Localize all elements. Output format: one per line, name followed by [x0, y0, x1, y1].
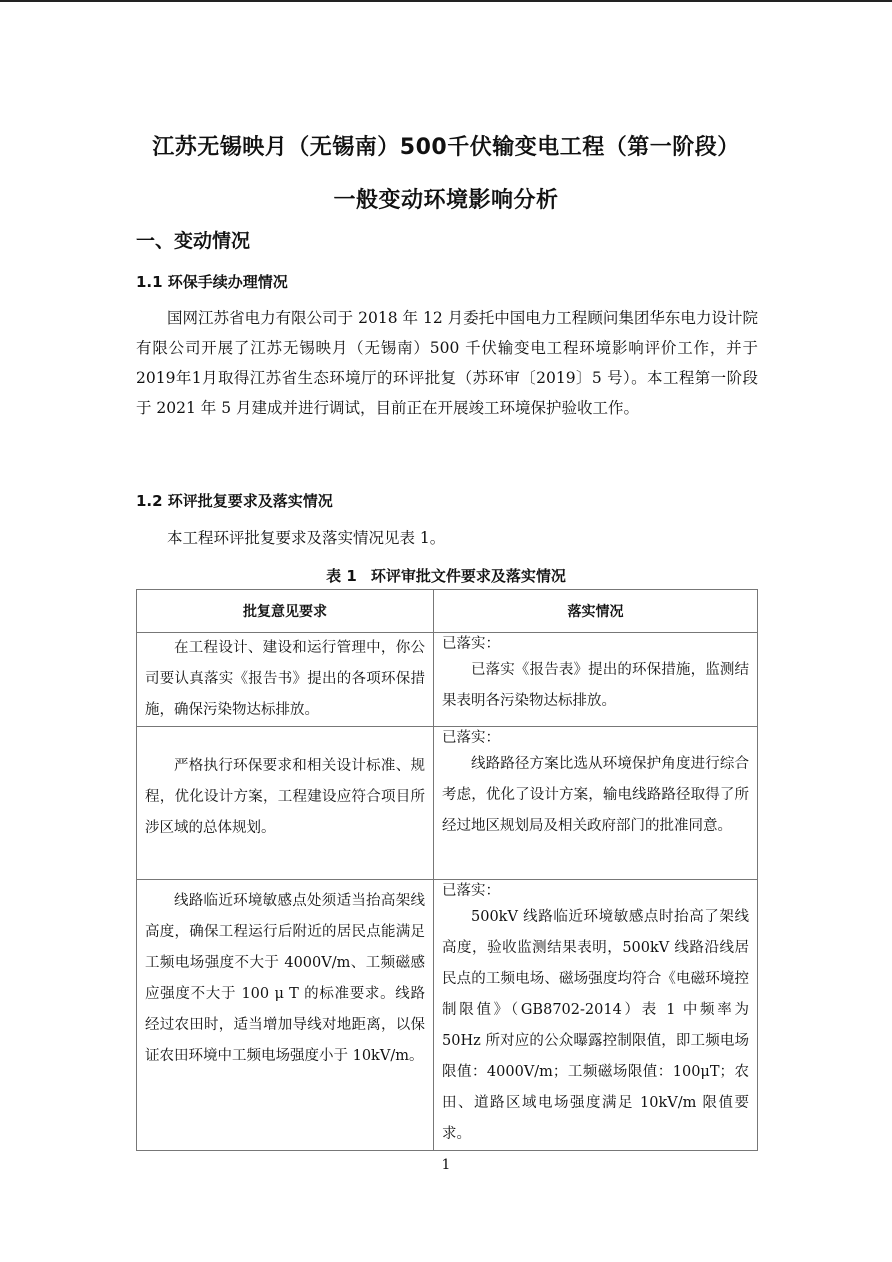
table-caption-title: 环评审批文件要求及落实情况 [370, 567, 566, 585]
paragraph-table-intro: 本工程环评批复要求及落实情况见表 1。 [167, 529, 446, 547]
paragraph-env-procedures: 国网江苏省电力有限公司于 2018 年 12 月委托中国电力工程顾问集团华东电力设计院有限公司开展了江苏无锡映月（无锡南）500 千伏输变电工程环境影响评价工作，并于2019年1月取得江苏省生态环境厅的环评批复（苏环审〔2019〕5 号）。本工程第一阶段于 2021 年 5 月建成并进行调试，目前正在开展竣工环境保护验收工作。 [136, 309, 758, 417]
section-heading: 一、变动情况 [136, 230, 251, 252]
status-detail: 已落实《报告表》提出的环保措施，监测结果表明各污染物达标排放。 [442, 662, 749, 709]
table-row [137, 633, 758, 727]
table-caption [0, 565, 892, 586]
document-title-line2: 一般变动环境影响分析 [333, 188, 559, 213]
table-row [137, 880, 758, 1151]
table-header-row [137, 590, 758, 633]
status-label: 已落实： [442, 636, 500, 652]
status-detail: 500kV 线路临近环境敏感点时抬高了架线高度，验收监测结果表明，500kV 线路沿线居民点的工频电场、磁场强度均符合《电磁环境控制限值》（GB8702-2014）表 1 中频率为 50Hz 所对应的公众曝露控制限值，即工频电场限值：4000V/m；工频磁场限值：100μT；农田、道路区域电场强度满足 10kV/m 限值要求。 [442, 909, 749, 1142]
status-cell [434, 727, 758, 880]
requirement-cell [137, 880, 434, 1151]
subsection-heading-1-2: 1.2 环评批复要求及落实情况 [136, 492, 333, 510]
subsection-heading-1-1: 1.1 环保手续办理情况 [136, 273, 288, 291]
status-label: 已落实： [442, 730, 500, 746]
requirement-text: 线路临近环境敏感点处须适当抬高架线高度，确保工程运行后附近的居民点能满足工频电场强度不大于 4000V/m、工频磁感应强度不大于 100 μ T 的标准要求。线路经过农田时，适当增加导线对地距离，以保证农田环境中工频电场强度小于 10kV/m。 [145, 893, 425, 1064]
requirement-cell [137, 633, 434, 727]
requirement-text: 在工程设计、建设和运行管理中，你公司要认真落实《报告书》提出的各项环保措施，确保污染物达标排放。 [145, 640, 425, 718]
status-detail: 线路路径方案比选从环境保护角度进行综合考虑，优化了设计方案，输电线路路径取得了所经过地区规划局及相关政府部门的批准同意。 [442, 756, 749, 834]
page-number: 1 [441, 1157, 451, 1173]
top-border-line [0, 0, 892, 2]
table-header-status: 落实情况 [434, 590, 758, 633]
table-header-requirement: 批复意见要求 [137, 590, 434, 633]
requirement-text: 严格执行环保要求和相关设计标准、规程，优化设计方案，工程建设应符合项目所涉区域的总体规划。 [145, 758, 425, 836]
table-caption-number: 表 1 [326, 567, 357, 585]
status-cell [434, 633, 758, 727]
document-title-line1: 江苏无锡映月（无锡南）500千伏输变电工程（第一阶段） [152, 135, 740, 160]
table-row [137, 727, 758, 880]
requirements-table [136, 589, 758, 1151]
requirement-cell [137, 727, 434, 880]
status-label: 已落实： [442, 883, 500, 899]
status-cell [434, 880, 758, 1151]
